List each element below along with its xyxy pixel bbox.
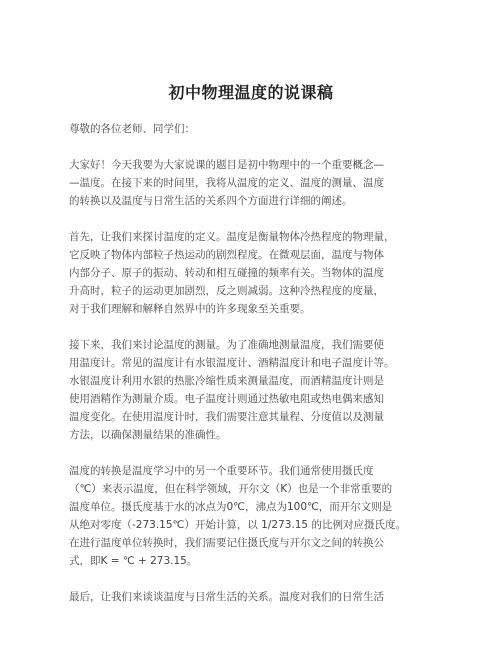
text-line: —温度。在接下来的时间里，我将从温度的定义、温度的测量、温度: [69, 177, 384, 189]
text-line: 使用酒精作为测量介质。电子温度计则通过热敏电阻或热电偶来感知: [69, 393, 384, 405]
text-line: 从绝对零度（-273.15℃）开始计算，以 1/273.15 的比例对应摄氏度。: [69, 519, 406, 531]
text-line: 的转换以及温度与日常生活的关系四个方面进行详细的阐述。: [69, 195, 353, 207]
text-line: 在进行温度单位转换时，我们需要记住摄氏度与开尔文之间的转换公: [69, 537, 384, 549]
text-line: 它反映了物体内部粒子热运动的剧烈程度。在微观层面，温度与物体: [69, 249, 384, 261]
text-line: 方法，以确保测量结果的准确性。: [69, 429, 227, 441]
paragraph-definition: [69, 228, 439, 318]
text-line: 升高时，粒子的运动更加剧烈，反之则减弱。这种冷热程度的度量，: [69, 285, 384, 297]
paragraph-conversion: [69, 462, 439, 570]
paragraph-gap: [69, 444, 439, 462]
document-body: [69, 120, 439, 606]
text-line: 内部分子、原子的振动、转动和相互碰撞的频率有关。当物体的温度: [69, 267, 384, 279]
text-line: 接下来，我们来讨论温度的测量。为了准确地测量温度，我们需要使: [69, 339, 384, 351]
paragraph-gap: [69, 318, 439, 336]
paragraph-gap: [69, 210, 439, 228]
text-line: 最后，让我们来谈谈温度与日常生活的关系。温度对我们的日常生活: [69, 591, 384, 603]
paragraph-daily-life: [69, 588, 439, 606]
paragraph-intro: [69, 156, 439, 210]
greeting: 尊敬的各位老师、同学们：: [69, 123, 195, 135]
text-line: 用温度计。常见的温度计有水银温度计、酒精温度计和电子温度计等。: [69, 357, 395, 369]
paragraph-gap: [69, 570, 439, 588]
text-line: 温度的转换是温度学习中的另一个重要环节。我们通常使用摄氏度: [69, 465, 374, 477]
paragraph-gap: [69, 138, 439, 156]
document-title: 初中物理温度的说课稿: [168, 83, 334, 102]
text-line: （℃）来表示温度，但在科学领域，开尔文（K）也是一个非常重要的: [69, 483, 393, 495]
paragraph-measurement: [69, 336, 439, 444]
text-line: 大家好！今天我要为大家说课的题目是初中物理中的一个重要概念—: [69, 159, 384, 171]
text-line: 温度变化。在使用温度计时，我们需要注意其量程、分度值以及测量: [69, 411, 384, 423]
text-line: 对于我们理解和解释自然界中的许多现象至关重要。: [69, 303, 311, 315]
text-line: 水银温度计利用水银的热胀冷缩性质来测量温度，而酒精温度计则是: [69, 375, 384, 387]
text-line: 首先，让我们来探讨温度的定义。温度是衡量物体冷热程度的物理量，: [69, 231, 395, 243]
text-line: 温度单位。摄氏度基于水的冰点为0℃，沸点为100℃，而开尔文则是: [69, 501, 393, 513]
text-line: 式，即K = ℃ + 273.15。: [69, 555, 198, 567]
